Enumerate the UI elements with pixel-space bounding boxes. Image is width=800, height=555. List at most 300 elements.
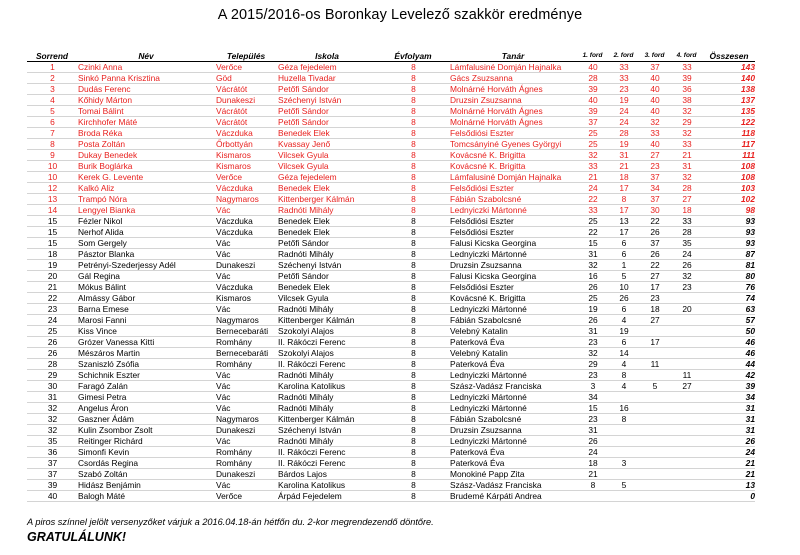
cell-town: Kismaros	[216, 293, 251, 303]
cell-rank: 40	[47, 491, 58, 501]
cell-total: 138	[741, 84, 755, 94]
cell-round-4: 33	[682, 62, 692, 72]
cell-town: Váczduka	[216, 183, 253, 193]
cell-round-1: 15	[588, 238, 598, 248]
cell-school: Radnóti Mihály	[278, 205, 334, 215]
cell-grade: 8	[411, 139, 416, 149]
cell-town: Bernecebaráti	[216, 326, 269, 336]
table-body	[27, 62, 755, 502]
table-row	[27, 491, 755, 502]
cell-school: Vilcsek Gyula	[278, 150, 329, 160]
cell-name: Hidász Benjámin	[78, 480, 141, 490]
cell-rank: 12	[47, 183, 58, 193]
cell-round-2: 16	[619, 403, 629, 413]
cell-round-2: 18	[619, 172, 629, 182]
cell-round-3: 37	[650, 62, 660, 72]
cell-name: Gaszner Ádám	[78, 414, 134, 424]
header-round-3: 3. ford	[644, 52, 665, 59]
header-round-2: 2. ford	[613, 52, 634, 59]
cell-name: Trampó Nóra	[78, 194, 128, 204]
header-name: Név	[138, 51, 154, 61]
cell-round-2: 3	[621, 458, 627, 468]
cell-round-3: 26	[650, 227, 660, 237]
cell-round-2	[608, 392, 639, 403]
cell-teacher: Lednyiczki Mártonné	[450, 403, 527, 413]
cell-town: Vácrátót	[216, 106, 248, 116]
cell-teacher: Kovácsné K. Brigitta	[450, 161, 526, 171]
header-total: Összesen	[709, 51, 749, 61]
cell-name: Dudás Ferenc	[78, 84, 131, 94]
cell-grade: 8	[411, 293, 416, 303]
cell-teacher: Molnárné Horváth Ágnes	[450, 84, 543, 94]
cell-grade: 8	[411, 447, 416, 457]
cell-teacher: Molnárné Horváth Ágnes	[450, 106, 543, 116]
cell-rank: 15	[47, 216, 58, 226]
cell-rank: 24	[47, 315, 58, 325]
cell-round-1: 39	[588, 106, 598, 116]
cell-round-3	[639, 425, 670, 436]
table-row	[27, 216, 755, 227]
table-row	[27, 359, 755, 370]
cell-teacher: Lámfalusiné Domján Hajnalka	[450, 172, 562, 182]
cell-grade: 8	[411, 194, 416, 204]
cell-total: 46	[745, 348, 755, 358]
cell-rank: 6	[50, 117, 55, 127]
cell-round-4: 39	[682, 73, 692, 83]
cell-round-3: 40	[650, 95, 660, 105]
cell-town: Váczduka	[216, 216, 253, 226]
cell-round-2: 31	[619, 150, 629, 160]
cell-round-3	[639, 348, 670, 359]
table-row	[27, 106, 755, 117]
cell-school: II. Rákóczi Ferenc	[278, 337, 346, 347]
cell-grade: 8	[411, 216, 416, 226]
results-table	[27, 51, 755, 502]
cell-round-2: 4	[621, 315, 627, 325]
cell-school: Vilcsek Gyula	[278, 293, 329, 303]
table-row	[27, 403, 755, 414]
table-row	[27, 469, 755, 480]
cell-round-1: 29	[588, 359, 598, 369]
cell-round-1: 19	[588, 304, 598, 314]
cell-round-2: 19	[619, 139, 629, 149]
cell-rank: 28	[47, 359, 58, 369]
table-row	[27, 282, 755, 293]
cell-school: Petőfi Sándor	[278, 271, 329, 281]
cell-round-4	[670, 359, 703, 370]
cell-town: Romhány	[216, 337, 252, 347]
cell-round-4: 33	[682, 139, 692, 149]
cell-round-1	[577, 491, 608, 502]
cell-grade: 8	[411, 491, 416, 501]
cell-name: Szabó Zoltán	[78, 469, 128, 479]
cell-round-2	[608, 447, 639, 458]
cell-rank: 26	[47, 337, 58, 347]
cell-total: 24	[745, 447, 755, 457]
cell-teacher: Paterková Éva	[450, 359, 505, 369]
cell-round-1: 24	[588, 447, 598, 457]
cell-total: 63	[745, 304, 755, 314]
cell-round-3: 33	[650, 128, 660, 138]
cell-grade: 8	[411, 282, 416, 292]
table-row	[27, 326, 755, 337]
cell-school: Petőfi Sándor	[278, 106, 329, 116]
cell-round-4	[670, 392, 703, 403]
cell-round-3: 27	[650, 150, 660, 160]
cell-round-4: 20	[682, 304, 692, 314]
cell-town: Dunakeszi	[216, 425, 256, 435]
cell-round-3: 40	[650, 106, 660, 116]
cell-total: 31	[745, 425, 755, 435]
cell-round-4: 26	[682, 260, 692, 270]
cell-round-2: 24	[619, 106, 629, 116]
cell-rank: 19	[47, 260, 58, 270]
cell-round-4: 36	[682, 84, 692, 94]
cell-round-1: 3	[590, 381, 596, 391]
cell-grade: 8	[411, 161, 416, 171]
cell-round-4: 28	[682, 183, 692, 193]
cell-total: 81	[745, 260, 755, 270]
cell-round-2	[608, 436, 639, 447]
cell-round-3: 5	[652, 381, 658, 391]
cell-round-4: 33	[682, 216, 692, 226]
cell-round-2: 1	[621, 260, 627, 270]
cell-name: Kiss Vince	[78, 326, 117, 336]
cell-town: Verőce	[216, 172, 243, 182]
cell-round-4: 18	[682, 205, 692, 215]
cell-round-1: 25	[588, 128, 598, 138]
cell-teacher: Gács Zsuzsanna	[450, 73, 513, 83]
cell-town: Romhány	[216, 359, 252, 369]
cell-round-1: 31	[588, 326, 598, 336]
cell-round-2: 13	[619, 216, 629, 226]
cell-school: Árpád Fejedelem	[278, 491, 342, 501]
cell-total: 39	[745, 381, 755, 391]
cell-grade: 8	[411, 326, 416, 336]
cell-teacher: Fábián Szabolcsné	[450, 315, 522, 325]
cell-name: Pásztor Blanka	[78, 249, 135, 259]
cell-school: Szokolyi Alajos	[278, 326, 334, 336]
cell-total: 98	[745, 205, 755, 215]
cell-name: Kalkó Aliz	[78, 183, 115, 193]
cell-grade: 8	[411, 84, 416, 94]
cell-name: Schichnik Eszter	[78, 370, 140, 380]
cell-grade: 8	[411, 106, 416, 116]
cell-round-1: 16	[588, 271, 598, 281]
cell-town: Kismaros	[216, 161, 251, 171]
cell-round-4	[670, 480, 703, 491]
cell-round-1: 31	[588, 425, 598, 435]
cell-teacher: Felsődiósi Eszter	[450, 216, 514, 226]
cell-rank: 14	[47, 205, 58, 215]
cell-teacher: Druzsin Zsuzsanna	[450, 425, 522, 435]
cell-school: II. Rákóczi Ferenc	[278, 458, 346, 468]
table-row	[27, 260, 755, 271]
cell-rank: 15	[47, 238, 58, 248]
cell-name: Balogh Máté	[78, 491, 126, 501]
cell-round-3: 23	[650, 161, 660, 171]
cell-grade: 8	[411, 425, 416, 435]
cell-school: Huzella Tivadar	[278, 73, 336, 83]
cell-town: Vác	[216, 436, 231, 446]
cell-round-1: 25	[588, 139, 598, 149]
cell-round-1: 18	[588, 458, 598, 468]
cell-round-3	[639, 491, 670, 502]
cell-grade: 8	[411, 172, 416, 182]
cell-round-2: 5	[621, 271, 627, 281]
cell-rank: 21	[47, 282, 58, 292]
cell-school: Karolina Katolikus	[278, 381, 346, 391]
cell-rank: 9	[50, 150, 55, 160]
cell-town: Romhány	[216, 447, 252, 457]
cell-round-4	[670, 403, 703, 414]
cell-grade: 8	[411, 359, 416, 369]
cell-round-3	[639, 469, 670, 480]
cell-town: Vác	[216, 381, 231, 391]
cell-teacher: Lednyiczki Mártonné	[450, 304, 527, 314]
header-town: Település	[226, 51, 266, 61]
cell-round-3: 22	[650, 216, 660, 226]
cell-grade: 8	[411, 403, 416, 413]
cell-round-1: 8	[590, 480, 596, 490]
cell-grade: 8	[411, 183, 416, 193]
cell-round-3	[639, 480, 670, 491]
cell-teacher: Felsődiósi Eszter	[450, 183, 514, 193]
cell-grade: 8	[411, 249, 416, 259]
cell-grade: 8	[411, 469, 416, 479]
cell-round-3: 27	[650, 315, 660, 325]
table-row	[27, 62, 755, 73]
cell-school: Bárdos Lajos	[278, 469, 327, 479]
cell-rank: 20	[47, 271, 58, 281]
cell-school: Benedek Elek	[278, 183, 330, 193]
cell-town: Vác	[216, 480, 231, 490]
cell-teacher: Velebný Katalin	[450, 326, 508, 336]
cell-total: 140	[741, 73, 755, 83]
cell-grade: 8	[411, 414, 416, 424]
cell-school: Benedek Elek	[278, 216, 330, 226]
cell-teacher: Paterková Éva	[450, 337, 505, 347]
cell-school: Radnóti Mihály	[278, 304, 334, 314]
cell-round-1: 37	[588, 117, 598, 127]
table-row	[27, 271, 755, 282]
cell-school: II. Rákóczi Ferenc	[278, 359, 346, 369]
table-row	[27, 414, 755, 425]
cell-total: 50	[745, 326, 755, 336]
cell-round-4	[670, 326, 703, 337]
cell-round-4: 27	[682, 381, 692, 391]
cell-rank: 8	[50, 139, 55, 149]
cell-round-1: 39	[588, 84, 598, 94]
cell-name: Kirchhofer Máté	[78, 117, 138, 127]
cell-round-3	[639, 447, 670, 458]
cell-name: Barna Emese	[78, 304, 129, 314]
header-grade: Évfolyam	[394, 51, 432, 61]
cell-teacher: Fábián Szabolcsné	[450, 414, 522, 424]
cell-round-4	[670, 414, 703, 425]
cell-school: Széchenyi István	[278, 260, 342, 270]
cell-grade: 8	[411, 370, 416, 380]
cell-round-4: 31	[682, 161, 692, 171]
cell-round-4: 24	[682, 249, 692, 259]
cell-town: Váczduka	[216, 227, 253, 237]
cell-teacher: Brudemé Kárpáti Andrea	[450, 491, 542, 501]
cell-round-4: 29	[682, 117, 692, 127]
cell-round-1: 28	[588, 73, 598, 83]
cell-round-3	[639, 458, 670, 469]
cell-rank: 7	[50, 128, 55, 138]
cell-round-1: 31	[588, 249, 598, 259]
cell-name: Angelus Áron	[78, 403, 129, 413]
cell-round-3: 40	[650, 84, 660, 94]
cell-name: Gimesi Petra	[78, 392, 127, 402]
cell-total: 108	[741, 161, 755, 171]
cell-round-1: 40	[588, 95, 598, 105]
cell-total: 21	[745, 458, 755, 468]
cell-school: Benedek Elek	[278, 227, 330, 237]
cell-round-2: 26	[619, 293, 629, 303]
cell-name: Kőhidy Márton	[78, 95, 132, 105]
cell-round-3: 37	[650, 172, 660, 182]
cell-total: 103	[741, 183, 755, 193]
cell-name: Dukay Benedek	[78, 150, 138, 160]
cell-round-4	[670, 436, 703, 447]
cell-town: Nagymaros	[216, 414, 259, 424]
cell-teacher: Tomcsányiné Gyenes Györgyi	[450, 139, 562, 149]
cell-round-4: 32	[682, 128, 692, 138]
cell-name: Nerhof Alida	[78, 227, 124, 237]
cell-name: Sinkó Panna Krisztina	[78, 73, 160, 83]
table-row	[27, 84, 755, 95]
cell-school: Radnóti Mihály	[278, 436, 334, 446]
cell-name: Posta Zoltán	[78, 139, 126, 149]
cell-town: Őrbottyán	[216, 139, 253, 149]
cell-rank: 30	[47, 381, 58, 391]
cell-round-3: 40	[650, 139, 660, 149]
cell-round-3: 23	[650, 293, 660, 303]
cell-name: Burik Boglárka	[78, 161, 133, 171]
cell-rank: 32	[47, 414, 58, 424]
cell-name: Tomai Bálint	[78, 106, 124, 116]
table-row	[27, 304, 755, 315]
cell-total: 102	[741, 194, 755, 204]
cell-grade: 8	[411, 315, 416, 325]
cell-teacher: Druzsin Zsuzsanna	[450, 95, 522, 105]
cell-school: Széchenyi István	[278, 95, 342, 105]
cell-round-2: 6	[621, 304, 627, 314]
cell-round-2: 8	[621, 194, 627, 204]
table-row	[27, 238, 755, 249]
cell-round-2: 6	[621, 337, 627, 347]
cell-rank: 18	[47, 249, 58, 259]
cell-round-4	[670, 469, 703, 480]
cell-town: Vác	[216, 238, 231, 248]
cell-grade: 8	[411, 128, 416, 138]
cell-name: Szaniszló Zsófia	[78, 359, 139, 369]
header-teacher: Tanár	[501, 51, 525, 61]
cell-total: 0	[750, 491, 755, 501]
cell-town: Vácrátót	[216, 117, 248, 127]
cell-school: Géza fejedelem	[278, 62, 337, 72]
table-row	[27, 436, 755, 447]
cell-grade: 8	[411, 480, 416, 490]
cell-total: 21	[745, 469, 755, 479]
cell-teacher: Falusi Kicska Georgina	[450, 271, 537, 281]
cell-name: Mészáros Martin	[78, 348, 140, 358]
cell-grade: 8	[411, 62, 416, 72]
table-row	[27, 172, 755, 183]
cell-round-3: 37	[650, 194, 660, 204]
cell-rank: 25	[47, 326, 58, 336]
cell-round-2: 19	[619, 95, 629, 105]
cell-teacher: Lednyiczki Mártonné	[450, 205, 527, 215]
cell-round-2: 33	[619, 73, 629, 83]
cell-town: Váczduka	[216, 128, 253, 138]
cell-round-2: 6	[621, 238, 627, 248]
cell-town: Kismaros	[216, 150, 251, 160]
cell-rank: 26	[47, 348, 58, 358]
cell-rank: 5	[50, 106, 55, 116]
cell-total: 31	[745, 414, 755, 424]
cell-town: Nagymaros	[216, 315, 259, 325]
cell-name: Gál Regina	[78, 271, 120, 281]
cell-total: 44	[745, 359, 755, 369]
cell-round-1: 33	[588, 205, 598, 215]
cell-teacher: Kovácsné K. Brigitta	[450, 293, 526, 303]
cell-town: Bernecebaráti	[216, 348, 269, 358]
cell-round-1: 23	[588, 414, 598, 424]
cell-round-4: 35	[682, 238, 692, 248]
cell-rank: 36	[47, 447, 58, 457]
cell-town: Dunakeszi	[216, 260, 256, 270]
cell-round-3	[639, 370, 670, 381]
cell-name: Petrényi-Szederjessy Adél	[78, 260, 176, 270]
cell-rank: 37	[47, 469, 58, 479]
table-row	[27, 458, 755, 469]
table-row	[27, 117, 755, 128]
cell-total: 31	[745, 403, 755, 413]
cell-teacher: Szász-Vadász Franciska	[450, 480, 542, 490]
congratulations-text: GRATULÁLUNK!	[27, 530, 127, 544]
cell-round-2: 19	[619, 326, 629, 336]
cell-round-2	[608, 469, 639, 480]
cell-total: 118	[741, 128, 755, 138]
cell-round-3: 11	[650, 359, 660, 369]
cell-grade: 8	[411, 117, 416, 127]
final-invitation-note: A piros színnel jelölt versenyzőket várjuk a 2016.04.18-án hétfőn du. 2-kor megrendezendő döntőre.	[27, 517, 434, 527]
cell-name: Marosi Fanni	[78, 315, 127, 325]
cell-rank: 10	[47, 161, 58, 171]
cell-rank: 23	[47, 304, 58, 314]
cell-round-3	[639, 414, 670, 425]
cell-round-3	[639, 403, 670, 414]
cell-name: Fézler Nikol	[78, 216, 123, 226]
cell-rank: 32	[47, 403, 58, 413]
cell-round-4: 32	[682, 172, 692, 182]
cell-teacher: Paterková Éva	[450, 458, 505, 468]
cell-round-2: 28	[619, 128, 629, 138]
cell-round-2: 17	[619, 205, 629, 215]
cell-round-1: 22	[588, 227, 598, 237]
cell-grade: 8	[411, 150, 416, 160]
cell-round-1: 23	[588, 370, 598, 380]
cell-total: 80	[745, 271, 755, 281]
cell-round-4	[670, 447, 703, 458]
cell-round-2: 6	[621, 249, 627, 259]
cell-round-2: 17	[619, 227, 629, 237]
cell-round-2: 14	[619, 348, 629, 358]
cell-name: Csordás Regina	[78, 458, 139, 468]
